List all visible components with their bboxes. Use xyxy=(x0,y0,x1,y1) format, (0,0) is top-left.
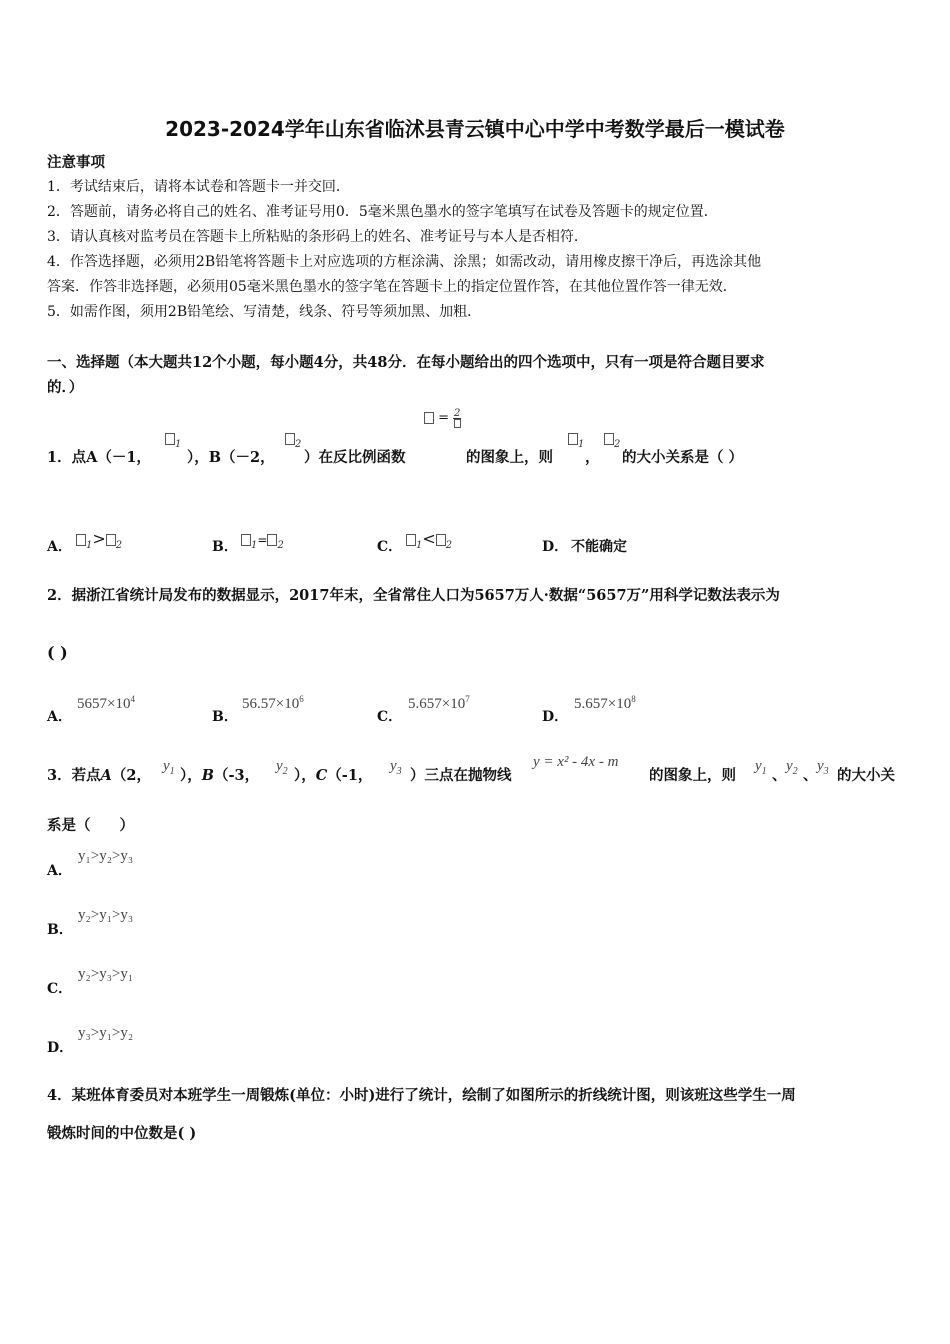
option-b-expression: $56.57\times 10^6$ xyxy=(242,694,304,712)
y2-symbol: 2 xyxy=(604,428,620,450)
notice-item: 2．答题前，请务必将自己的姓名、准考证号用0．5毫米黑色墨水的签字笔填写在试卷及答题卡的规定位置． xyxy=(47,204,718,220)
question-3-text: ），B（-3， xyxy=(180,767,260,784)
option-c-expression: $_1$< $_2$ xyxy=(406,529,452,551)
option-b-label: B． xyxy=(47,922,73,938)
question-3-text: 、 xyxy=(803,767,818,784)
option-c-label: C． xyxy=(377,539,403,555)
option-a-label: A． xyxy=(47,863,72,879)
question-3-text: 3．若点A（2， xyxy=(47,767,151,784)
question-3-text: ），C（-1， xyxy=(294,767,373,784)
question-4-text: 锻炼时间的中位数是( ) xyxy=(47,1125,197,1142)
question-2-text: ( ) xyxy=(47,643,68,662)
y2-symbol: $y_2$ xyxy=(276,758,288,777)
notice-heading: 注意事项 xyxy=(47,154,105,171)
question-1-text: ， xyxy=(585,449,600,466)
question-1-text: 1．点A（－1， xyxy=(47,449,151,466)
question-3-text: 的图象上，则 xyxy=(649,767,736,784)
option-c-label: C． xyxy=(377,709,403,725)
question-1-text: 的图象上，则 xyxy=(466,449,553,466)
option-d-label: D． xyxy=(542,709,569,725)
section-heading-line1: 一、选择题（本大题共12个小题，每小题4分，共48分．在每小题给出的四个选项中，只有一项是符合题目要求 xyxy=(47,354,765,371)
y2-symbol: $y_2$ xyxy=(786,758,798,777)
option-c-label: C． xyxy=(47,981,73,997)
notice-item: 4．作答选择题，必须用2B铅笔将答题卡上对应选项的方框涂满、涂黑；如需改动，请用橡皮擦干净后，再选涂其他 xyxy=(47,254,762,270)
notice-item: 答案．作答非选择题，必须用05毫米黑色墨水的签字笔在答题卡上的指定位置作答，在其他位置作答一律无效． xyxy=(47,279,737,295)
notice-item: 5．如需作图，须用2B铅笔绘、写清楚，线条、符号等须加黑、加粗． xyxy=(47,304,482,320)
question-3-text: 系是（ ） xyxy=(47,817,134,834)
question-3-text: 的大小关 xyxy=(837,767,895,784)
option-b-expression: y₂>y₁>y₃ xyxy=(78,907,134,923)
y1-symbol: 1 xyxy=(165,428,181,450)
question-1-text: 的大小关系是（ ） xyxy=(622,449,744,466)
y3-symbol: $y_3$ xyxy=(817,758,829,777)
option-d-expression: y₃>y₁>y₂ xyxy=(78,1025,134,1041)
question-2-text: 2．据浙江省统计局发布的数据显示，2017年末，全省常住人口为5657万人·数据“5657万”用科学记数法表示为 xyxy=(47,587,780,604)
option-d-label: D． xyxy=(542,539,569,555)
question-3-text: ）三点在抛物线 xyxy=(410,767,512,784)
option-d-expression: $5.657\times 10^8$ xyxy=(574,694,636,712)
question-3-text: 、 xyxy=(772,767,787,784)
section-heading-line2: 的．） xyxy=(47,379,84,396)
y3-symbol: $y_3$ xyxy=(390,758,402,777)
question-1-text: ），B（－2， xyxy=(187,449,275,466)
parabola-equation: y = x² - 4x - m xyxy=(533,754,619,770)
option-a-label: A． xyxy=(47,709,72,725)
option-c-expression: $5.657\times 10^7$ xyxy=(408,694,470,712)
y2-symbol: 2 xyxy=(285,428,301,450)
option-b-label: B． xyxy=(212,709,238,725)
page-title: 2023-2024学年山东省临沭县青云镇中心中学中考数学最后一模试卷 xyxy=(165,117,785,141)
question-4-text: 4．某班体育委员对本班学生一周锻炼(单位：小时)进行了统计，绘制了如图所示的折线统计图，则该班这些学生一周 xyxy=(47,1087,796,1104)
option-a-expression: $5657\times 10^4$ xyxy=(77,694,135,712)
notice-item: 1．考试结束后，请将本试卷和答题卡一并交回． xyxy=(47,179,350,195)
option-d-text: 不能确定 xyxy=(571,539,627,555)
inverse-function-formula: = 2 xyxy=(424,408,461,428)
y1-symbol: 1 xyxy=(568,428,584,450)
option-a-label: A． xyxy=(47,539,72,555)
option-a-expression: y₁>y₂>y₃ xyxy=(78,848,134,864)
y1-symbol: $y_1$ xyxy=(163,758,175,777)
option-b-label: B． xyxy=(212,539,238,555)
option-a-expression: $_1$> $_2$ xyxy=(76,529,122,551)
option-c-expression: y₂>y₃>y₁ xyxy=(78,966,134,982)
notice-item: 3．请认真核对监考员在答题卡上所粘贴的条形码上的姓名、准考证号与本人是否相符． xyxy=(47,229,588,245)
option-b-expression: $_1$= $_2$ xyxy=(241,529,284,551)
y1-symbol: $y_1$ xyxy=(755,758,767,777)
question-1-text: ）在反比例函数 xyxy=(304,449,406,466)
option-d-label: D． xyxy=(47,1040,74,1056)
